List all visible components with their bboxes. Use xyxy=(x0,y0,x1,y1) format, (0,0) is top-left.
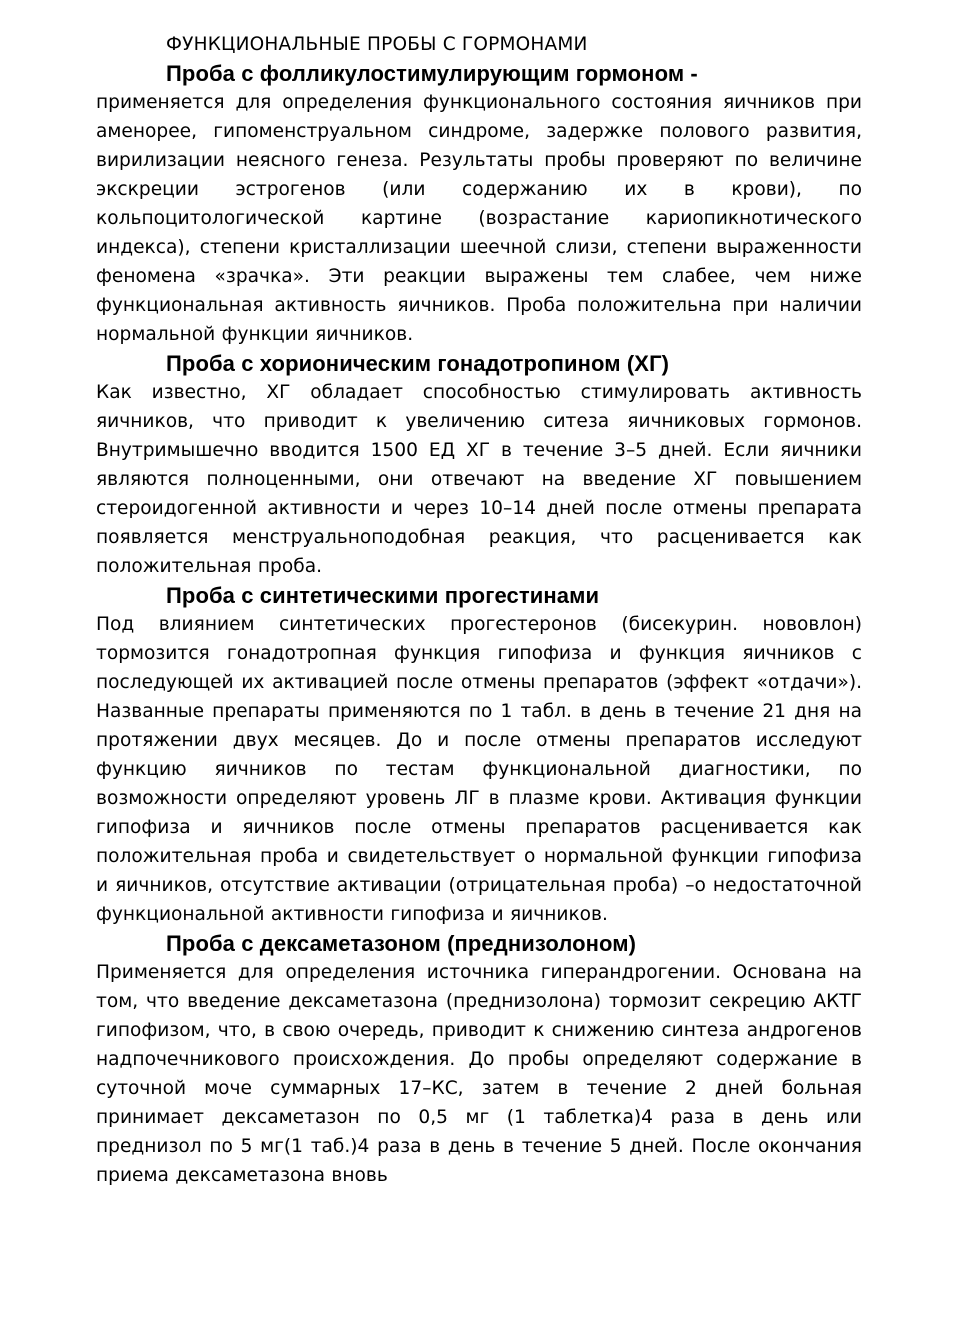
section-paragraph: Под влиянием синтетических прогестеронов (бисекурин. нововлон) тормозится гонадотропная функция гипофиза и функция яичников с последующей их активацией после отмены препаратов (эффект «отдачи»). Названные препараты применяются по 1 табл. в день в течение 21 дня на протяжении двух месяцев. До и после отмены препаратов исследуют функцию яичников по тестам функциональной диагностики, по возможности определяют уровень ЛГ в плазме крови. Активация функции гипофиза и яичников после отмены препаратов расценивается как положительная проба и свидетельствует о нормальной функции гипофиза и яичников, отсутствие активации (отрицательная проба) –о недостаточной функциональной активности гипофиза и яичников. xyxy=(96,614,862,925)
section-heading: Проба с фолликулостимулирующим гормоном - xyxy=(166,61,698,86)
document-title: ФУНКЦИОНАЛЬНЫЕ ПРОБЫ С ГОРМОНАМИ xyxy=(166,34,588,55)
section-hcg-test xyxy=(96,349,862,581)
section-heading: Проба с хорионическим гонадотропином (ХГ) xyxy=(166,351,670,376)
section-heading: Проба с дексаметазоном (преднизолоном) xyxy=(166,931,637,956)
section-paragraph: применяется для определения функционального состояния яичников при аменорее, гипоменструальном синдроме, задержке полового развития, вирилизации неясного генеза. Результаты пробы проверяют по величине экскреции эстрогенов (или содержанию их в крови), по кольпоцитологической картине (возрастание кариопикнотического индекса), степени кристаллизации шеечной слизи, степени выраженности феномена «зрачка». Эти реакции выражены тем слабее, чем ниже функциональная активность яичников. Проба положительна при наличии нормальной функции яичников. xyxy=(96,92,862,345)
section-dexamethasone-test xyxy=(96,929,862,1190)
section-progestin-test xyxy=(96,581,862,929)
section-paragraph: Применяется для определения источника гиперандрогении. Основана на том, что введение дексаметазона (преднизолона) тормозит секрецию АКТГ гипофизом, что, в свою очередь, приводит к снижению синтеза андрогенов надпочечникового происхождения. До пробы определяют содержание в суточной моче суммарных 17–КС, затем в течение 2 дней больная принимает дексаметазон по 0,5 мг (1 таблетка)4 раза в день или преднизол по 5 мг(1 таб.)4 раза в день в течение 5 дней. После окончания приема дексаметазона вновь xyxy=(96,962,862,1186)
section-fsh-test xyxy=(96,59,862,349)
section-paragraph: Как известно, ХГ обладает способностью стимулировать активность яичников, что приводит к увеличению ситеза яичниковых гормонов. Внутримышечно вводится 1500 ЕД ХГ в течение 3–5 дней. Если яичники являются полноценными, они отвечают на введение ХГ повышением стероидогенной активности и через 10–14 дней после отмены препарата появляется менструальноподобная реакция, что расценивается как положительная проба. xyxy=(96,382,862,577)
section-heading: Проба с синтетическими прогестинами xyxy=(166,583,600,608)
document-page xyxy=(96,30,862,1190)
